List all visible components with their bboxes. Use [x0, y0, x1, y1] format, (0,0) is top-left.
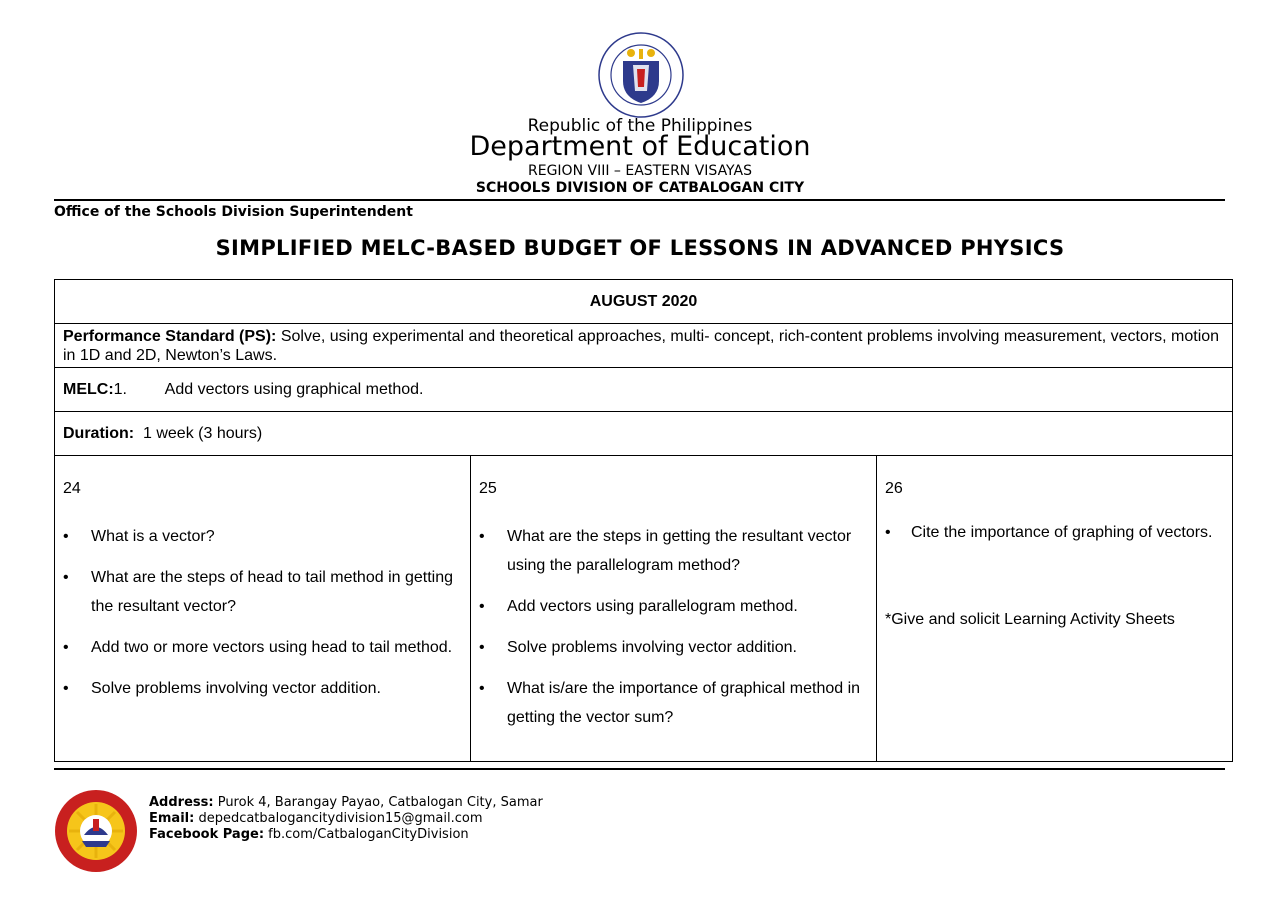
list-item: • What are the steps of head to tail method in getting the resultant vector? [63, 563, 464, 621]
day-column [55, 456, 471, 762]
deped-seal-logo [597, 31, 685, 119]
list-item: • Solve problems involving vector addition. [479, 633, 870, 662]
month-row [55, 280, 1232, 324]
header-divider [54, 199, 1225, 201]
footer-email [149, 811, 543, 827]
day-column [471, 456, 877, 762]
list-item: • What is/are the importance of graphical method in getting the vector sum? [479, 674, 870, 732]
header-division: SCHOOLS DIVISION OF CATBALOGAN CITY [475, 180, 805, 196]
melc-label: MELC: [63, 381, 114, 398]
day-number: 25 [479, 480, 497, 497]
day-column [877, 456, 1232, 762]
performance-standard-text: Solve, using experimental and theoretical approaches, multi- concept, rich-content problems involving measurement, vectors, motion in 1D and 2D, Newton’s Laws. [63, 328, 1220, 364]
list-item: • Add two or more vectors using head to tail method. [63, 633, 464, 662]
address-value: Purok 4, Barangay Payao, Catbalogan City, Samar [213, 795, 543, 810]
month-label: AUGUST 2020 [589, 293, 698, 310]
list-item: • Cite the importance of graphing of vectors. [885, 522, 1226, 544]
lesson-list [479, 522, 870, 744]
facebook-label: Facebook Page: [149, 827, 265, 842]
lesson-list [63, 522, 464, 715]
list-item: • What are the steps in getting the resultant vector using the parallelogram method? [479, 522, 870, 580]
footer-address [149, 795, 543, 811]
header-department: Department of Education [469, 131, 811, 162]
day-number: 24 [63, 480, 81, 497]
footer-contact [149, 795, 543, 843]
performance-standard-label: Performance Standard (PS): [63, 328, 277, 345]
day-number: 26 [885, 480, 903, 497]
lesson-list [885, 522, 1226, 556]
header-region: REGION VIII – EASTERN VISAYAS [528, 163, 752, 179]
list-item: • Add vectors using parallelogram method. [479, 592, 870, 621]
activity-note: *Give and solicit Learning Activity Sheets [885, 611, 1175, 628]
email-value[interactable]: depedcatbalogancitydivision15@gmail.com [194, 811, 483, 826]
budget-of-lessons-table [54, 279, 1233, 762]
melc-number: 1. [113, 381, 127, 398]
melc-text: Add vectors using graphical method. [164, 381, 424, 398]
division-seal-logo [54, 789, 138, 873]
duration-text: 1 week (3 hours) [134, 425, 263, 442]
list-item: • Solve problems involving vector addition. [63, 674, 464, 703]
duration-label: Duration: [63, 425, 135, 442]
footer-divider [54, 768, 1225, 770]
performance-standard-row [55, 324, 1232, 368]
days-row [55, 456, 1232, 762]
office-label: Office of the Schools Division Superintendent [54, 204, 413, 220]
document-title: SIMPLIFIED MELC-BASED BUDGET OF LESSONS IN ADVANCED PHYSICS [215, 236, 1065, 260]
list-item: • What is a vector? [63, 522, 464, 551]
duration-row [55, 412, 1232, 456]
address-label: Address: [149, 795, 214, 810]
footer-facebook [149, 827, 543, 843]
melc-row [55, 368, 1232, 412]
facebook-link[interactable]: fb.com/CatbaloganCityDivision [264, 827, 469, 842]
header-republic: Republic of the Philippines [527, 116, 753, 136]
email-label: Email: [149, 811, 195, 826]
